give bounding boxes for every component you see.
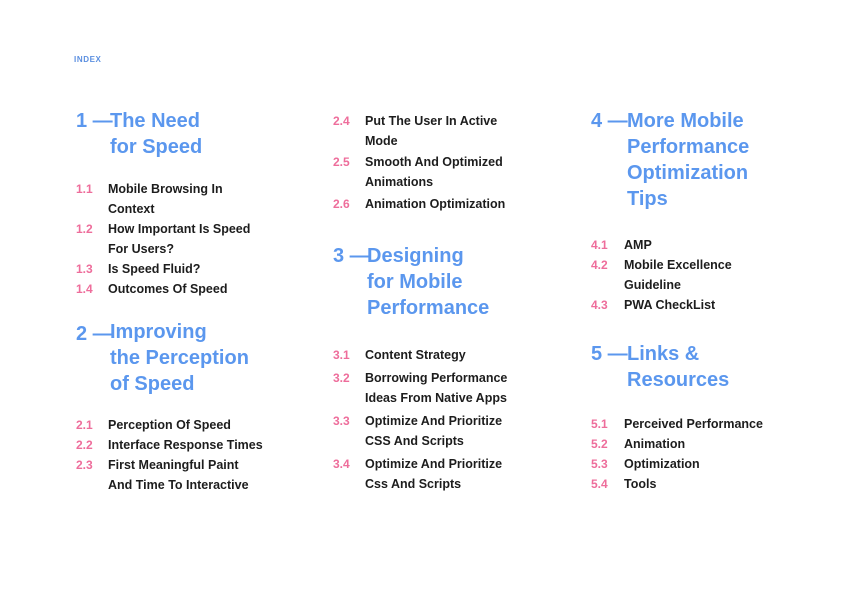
item-number: 1.1 [76,182,93,196]
section-number: 3 — [333,245,370,267]
item-title: Mobile Browsing In Context [108,182,223,216]
item-title: Animation Optimization [365,197,506,211]
section-number: 1 — [76,110,113,132]
item-number: 3.3 [333,414,350,428]
item-number: 1.2 [76,222,93,236]
item-title: Optimize And Prioritize Css And Scripts [365,457,503,491]
index-label: INDEX [74,55,102,64]
section-number: 2 — [76,323,113,345]
item-title: Optimize And Prioritize CSS And Scripts [365,414,503,448]
item-number: 5.2 [591,437,608,451]
item-title: Is Speed Fluid? [108,262,201,276]
item-title: Smooth And Optimized Animations [365,155,503,189]
item-title: Content Strategy [365,348,466,362]
section-title: Improving the Perception of Speed [110,321,249,395]
item-number: 5.3 [591,457,608,471]
item-title: First Meaningful Paint And Time To Interactive [108,458,249,492]
section-title: More Mobile Performance Optimization Tips [627,110,750,210]
item-number: 5.4 [591,477,608,491]
section-title: Designing for Mobile Performance [367,245,490,319]
section-number: 5 — [591,343,628,365]
item-number: 2.1 [76,418,93,432]
item-number: 3.2 [333,371,350,385]
item-title: PWA CheckList [624,298,716,312]
item-title: Perceived Performance [624,417,763,431]
item-title: Optimization [624,457,700,471]
item-number: 4.3 [591,298,608,312]
item-title: Tools [624,477,657,491]
section-title: Links & Resources [627,343,730,391]
item-number: 3.4 [333,457,350,471]
item-number: 5.1 [591,417,608,431]
item-number: 1.4 [76,282,93,296]
item-number: 2.3 [76,458,93,472]
item-number: 2.2 [76,438,93,452]
item-number: 2.5 [333,155,350,169]
section-title: The Need for Speed [110,110,203,158]
item-title: Borrowing Performance Ideas From Native Apps [365,371,508,405]
item-title: AMP [624,238,652,252]
item-number: 4.1 [591,238,608,252]
item-number: 2.4 [333,114,350,128]
item-number: 3.1 [333,348,350,362]
item-title: Perception Of Speed [108,418,231,432]
item-title: Animation [624,437,686,451]
item-number: 4.2 [591,258,608,272]
item-title: Interface Response Times [108,438,263,452]
item-title: Put The User In Active Mode [365,114,498,148]
item-title: How Important Is Speed For Users? [108,222,251,256]
item-title: Mobile Excellence Guideline [624,258,732,292]
section-number: 4 — [591,110,628,132]
item-number: 2.6 [333,197,350,211]
item-number: 1.3 [76,262,93,276]
item-title: Outcomes Of Speed [108,282,228,296]
